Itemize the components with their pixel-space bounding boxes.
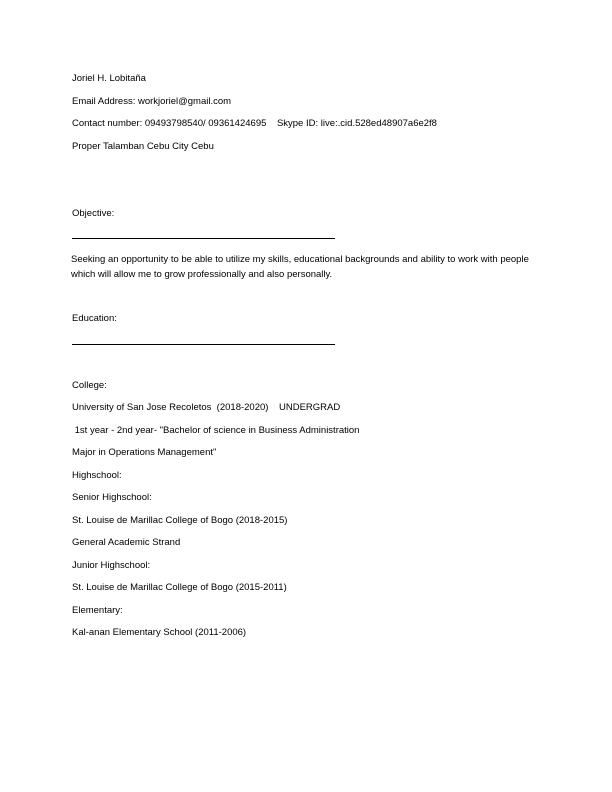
education-divider <box>72 344 335 345</box>
education-heading: Education: <box>72 313 117 324</box>
objective-heading: Objective: <box>72 208 115 219</box>
senior-highschool-label: Senior Highschool: <box>72 492 152 503</box>
junior-highschool-school: St. Louise de Marillac College of Bogo (2015-2011) <box>72 582 287 593</box>
contact-number: Contact number: 09493798540/ 09361424695 Skype ID: live:.cid.528ed48907a6e2f8 <box>72 118 437 129</box>
junior-highschool-label: Junior Highschool: <box>72 560 151 571</box>
objective-text: Seeking an opportunity to be able to utilize my skills, educational backgrounds and ability to work with people which will allow me to grow professionally and also personally. <box>71 254 529 280</box>
highschool-label: Highschool: <box>72 470 122 481</box>
senior-highschool-school: St. Louise de Marillac College of Bogo (2018-2015) <box>72 515 288 526</box>
college-course-line-2: Major in Operations Management" <box>72 447 217 458</box>
elementary-label: Elementary: <box>72 605 123 616</box>
applicant-name: Joriel H. Lobitaña <box>72 73 146 84</box>
email-address: Email Address: workjoriel@gmail.com <box>72 96 232 107</box>
college-school: University of San Jose Recoletos (2018-2020) UNDERGRAD <box>72 402 341 413</box>
objective-divider <box>72 238 335 239</box>
college-label: College: <box>72 380 107 391</box>
college-course-line-1: 1st year - 2nd year- "Bachelor of science in Business Administration <box>72 425 360 436</box>
senior-highschool-strand: General Academic Strand <box>72 537 181 548</box>
home-address: Proper Talamban Cebu City Cebu <box>72 141 214 152</box>
elementary-school: Kal-anan Elementary School (2011-2006) <box>72 627 247 638</box>
